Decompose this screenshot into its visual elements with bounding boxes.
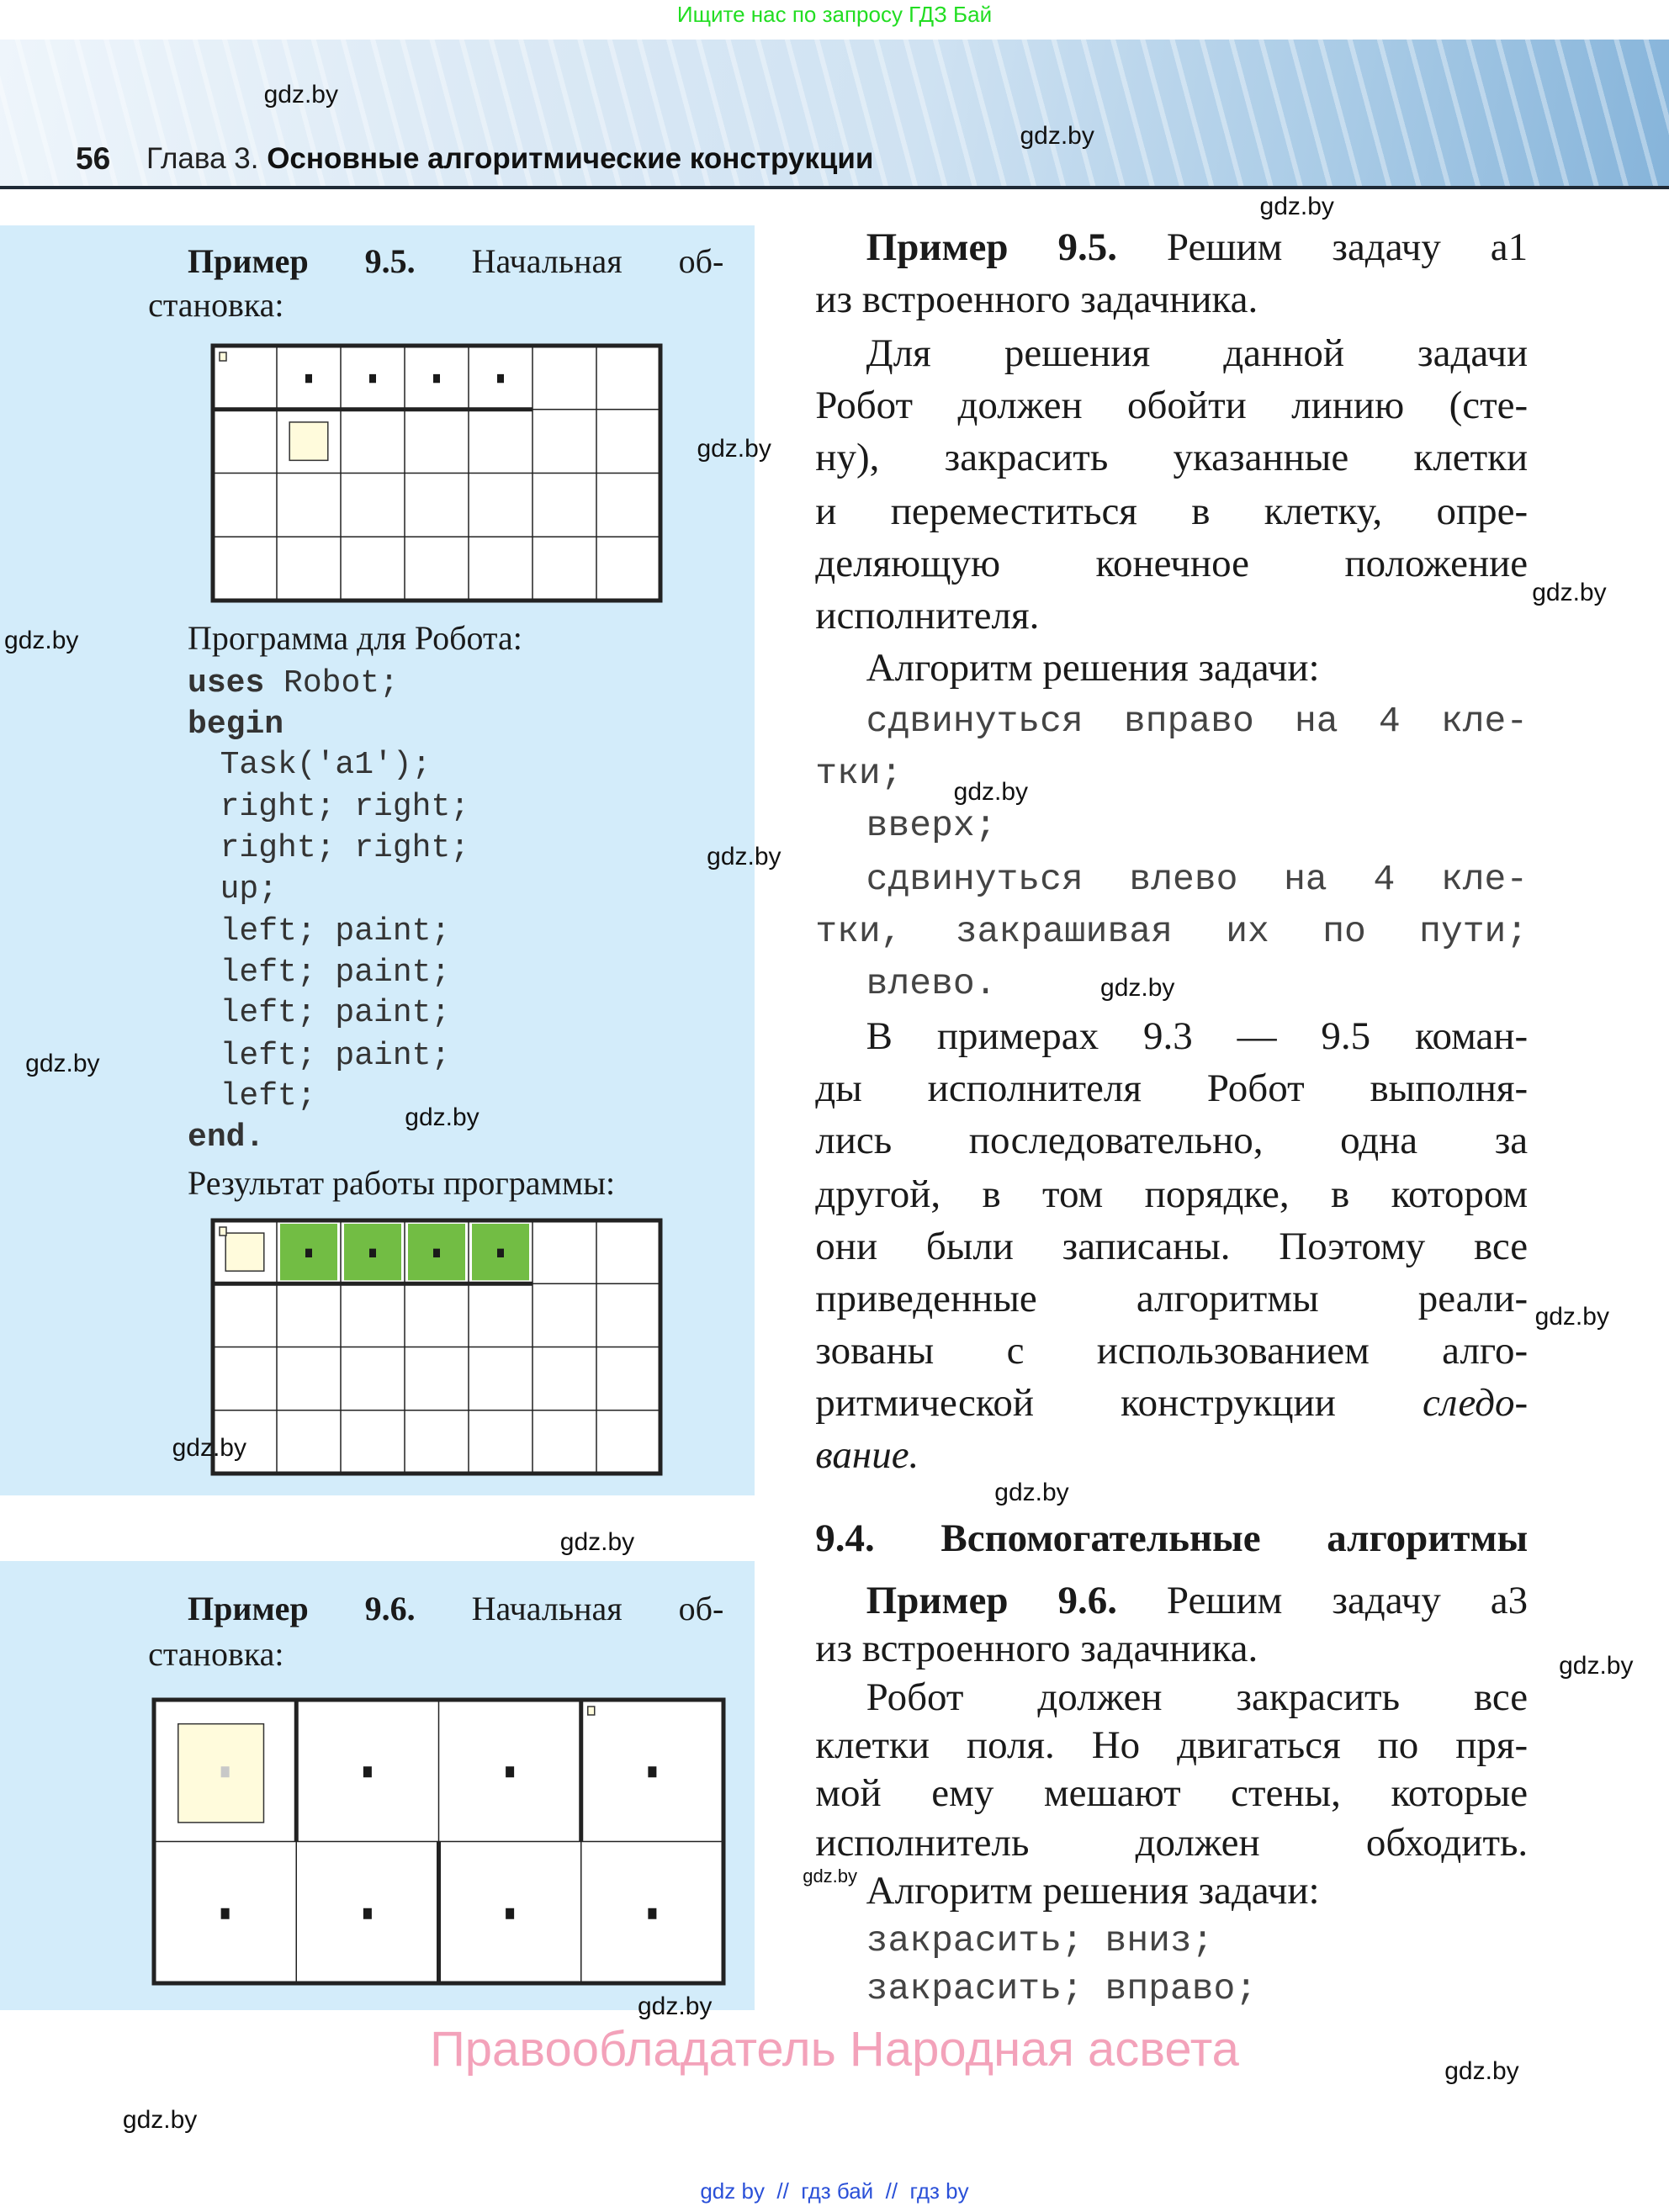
paragraph-line (815, 384, 1528, 427)
watermark: gdz.by (697, 435, 771, 463)
text-line (188, 242, 723, 281)
paragraph-line (815, 1066, 1528, 1110)
text: В примерах 9.3 — 9.5 коман- (866, 1013, 1529, 1058)
text: исполнителя. (815, 594, 1040, 638)
paragraph-line (815, 752, 902, 796)
bold-text: 9.4. Вспомогательные алгоритмы (815, 1516, 1529, 1560)
paragraph-line (866, 1014, 1529, 1058)
dot-marker (648, 1908, 656, 1919)
text: Для решения данной задачи (866, 331, 1529, 376)
paragraph-line (866, 804, 997, 848)
paragraph-line (866, 1967, 1257, 2011)
chapter-name: Основные алгоритмические конструкции (267, 142, 874, 175)
watermark: gdz.by (1559, 1652, 1634, 1680)
paragraph-line (815, 489, 1528, 533)
text: Task('a1'); (220, 747, 432, 784)
robot-icon (588, 1707, 595, 1715)
paragraph-line (866, 225, 1529, 269)
dot-marker (497, 1249, 504, 1257)
text: Решим задачу а1 (1116, 225, 1529, 270)
text: закрасить; вниз; (866, 1920, 1214, 1962)
watermark: gdz.by (1534, 1302, 1609, 1331)
text: Робот должен обойти линию (сте- (815, 384, 1529, 428)
paragraph-line (815, 1723, 1528, 1767)
target-cell-marker (225, 1233, 264, 1271)
text: Алгоритм решения задачи: (866, 646, 1320, 691)
bold-text: Пример 9.5. (866, 225, 1117, 270)
watermark: gdz.by (122, 2106, 198, 2135)
dot-marker (497, 374, 504, 383)
code-line (220, 788, 469, 827)
dot-marker (221, 1908, 230, 1919)
text: влево. (866, 962, 997, 1004)
text: закрасить; вправо; (866, 1968, 1258, 2010)
text: right; right; (220, 789, 470, 826)
dot-marker (369, 1249, 376, 1257)
paragraph-line (866, 1675, 1529, 1719)
text: up; (220, 871, 278, 908)
code-line (220, 829, 469, 868)
text: приведенные алгоритмы реали- (815, 1276, 1529, 1320)
dot-marker (305, 1249, 312, 1257)
text: left; paint; (220, 995, 451, 1032)
text: и переместиться в клетку, опре- (815, 489, 1529, 533)
target-cell-marker (289, 422, 328, 460)
text: тки, закрашивая их по пути; (815, 910, 1529, 952)
code-line (188, 1119, 264, 1157)
text: right; right; (220, 830, 470, 867)
text: другой, в том порядке, в котором (815, 1172, 1529, 1216)
initial-field-a3 (150, 1696, 728, 1987)
result-field-a1 (209, 1216, 665, 1478)
text: становка: (148, 286, 284, 325)
watermark: gdz.by (803, 1865, 858, 1887)
dot-marker (369, 374, 376, 383)
watermark: gdz.by (994, 1479, 1069, 1507)
bold-text: Пример 9.6. (188, 1589, 416, 1627)
bold-text: Пример 9.5. (188, 242, 416, 281)
dot-marker (433, 374, 440, 383)
program-title: Программа для Робота: (188, 619, 522, 658)
chapter-title (146, 141, 873, 177)
watermark: gdz.by (172, 1433, 246, 1462)
code-line (220, 1037, 451, 1076)
paragraph-line (866, 700, 1529, 744)
text-line (188, 1590, 723, 1628)
paragraph-line (866, 646, 1320, 690)
dot-marker (363, 1908, 372, 1919)
text: тки; (815, 752, 903, 794)
robot-icon (220, 352, 226, 361)
italic-text: следо- (1423, 1380, 1529, 1425)
paragraph-line (815, 1225, 1528, 1268)
paragraph-line (866, 858, 1529, 902)
code-line (220, 1077, 316, 1116)
dot-marker (506, 1766, 514, 1777)
header-divider (0, 186, 1669, 189)
text: left; (220, 1078, 316, 1115)
search-hint-banner: Ищите нас по запросу ГДЗ Бай (676, 2, 993, 27)
paragraph-line (815, 1119, 1528, 1162)
chapter-prefix: Глава 3. (146, 142, 268, 175)
code-line (188, 664, 399, 703)
bold-text: Пример 9.6. (866, 1578, 1117, 1622)
result-title: Результат работы программы: (188, 1163, 616, 1202)
text: Алгоритм решения задачи: (866, 1869, 1320, 1913)
code-line (188, 706, 283, 744)
text: становка: (148, 1634, 284, 1673)
paragraph-line (815, 1627, 1258, 1670)
paragraph-line (815, 1172, 1528, 1216)
watermark: gdz.by (1259, 192, 1334, 220)
italic-text: вание. (815, 1432, 919, 1477)
watermark: gdz.by (263, 81, 338, 109)
watermark: gdz.by (953, 777, 1029, 806)
watermark: gdz.by (1100, 973, 1175, 1002)
paragraph-line (815, 1516, 1528, 1560)
watermark: gdz.by (1444, 2056, 1519, 2085)
bold-text: end. (188, 1119, 265, 1156)
text-line (148, 1635, 283, 1674)
dot-marker (648, 1766, 656, 1777)
text: лись последовательно, одна за (815, 1118, 1529, 1162)
footer-links[interactable]: gdz by // гдз бай // гдз by (700, 2178, 969, 2204)
bold-text: uses (188, 664, 265, 701)
paragraph-line (815, 1329, 1528, 1373)
dot-marker (433, 1249, 440, 1257)
paragraph-line (815, 594, 1039, 638)
paragraph-line (815, 1381, 1528, 1425)
paragraph-line (866, 331, 1529, 375)
text: Начальная об- (415, 1589, 724, 1627)
text: ды исполнителя Робот выполня- (815, 1066, 1529, 1110)
paragraph-line (866, 1869, 1320, 1913)
text: из встроенного задачника. (815, 1626, 1258, 1670)
paragraph-line (815, 1821, 1528, 1865)
text: они были записаны. Поэтому все (815, 1224, 1529, 1268)
dot-marker (221, 1766, 230, 1777)
code-line (220, 954, 451, 992)
paragraph-line (866, 1579, 1529, 1622)
text: клетки поля. Но двигаться по пря- (815, 1723, 1529, 1768)
dot-marker (506, 1908, 514, 1919)
text: ритмической конструкции (815, 1380, 1423, 1425)
code-line (220, 871, 278, 909)
code-line (220, 746, 432, 785)
watermark: gdz.by (559, 1527, 635, 1556)
text: left; paint; (220, 1037, 451, 1074)
text: исполнитель должен обходить. (815, 1821, 1529, 1865)
text: Robot; (264, 664, 399, 701)
paragraph-line (815, 1277, 1528, 1320)
text: Решим задачу а3 (1116, 1578, 1529, 1622)
text-line (148, 286, 283, 325)
text: left; paint; (220, 954, 451, 991)
watermark: gdz.by (4, 627, 79, 655)
text: сдвинуться вправо на 4 кле- (866, 700, 1529, 742)
text: из встроенного задачника. (815, 278, 1258, 322)
text: ну), закрасить указанные клетки (815, 436, 1529, 480)
robot-icon (220, 1227, 226, 1236)
paragraph-line (815, 910, 1528, 954)
paragraph-line (866, 962, 997, 1006)
text: мой ему мешают стены, которые (815, 1771, 1529, 1816)
initial-field-a1 (209, 341, 665, 605)
page-number: 56 (76, 141, 111, 176)
watermark: gdz.by (1532, 579, 1607, 607)
paragraph-line (815, 542, 1528, 585)
text: Робот должен закрасить все (866, 1675, 1529, 1720)
watermark: gdz.by (405, 1103, 480, 1132)
code-line (220, 913, 451, 951)
watermark: gdz.by (25, 1050, 100, 1078)
code-line (220, 994, 451, 1033)
paragraph-line (815, 1771, 1528, 1815)
bold-text: begin (188, 706, 284, 743)
watermark: gdz.by (638, 1992, 713, 2020)
text: left; paint; (220, 913, 451, 950)
watermark: gdz.by (707, 842, 782, 871)
copyright-notice: Правообладатель Народная асвета (430, 2022, 1239, 2077)
text: вверх; (866, 804, 997, 846)
watermark: gdz.by (1020, 121, 1094, 150)
dot-marker (363, 1766, 372, 1777)
dot-marker (305, 374, 312, 383)
text: зованы с использованием алго- (815, 1328, 1529, 1373)
paragraph-line (815, 1433, 919, 1477)
text: сдвинуться влево на 4 кле- (866, 858, 1529, 900)
paragraph-line (815, 436, 1528, 479)
paragraph-line (815, 278, 1258, 321)
text: деляющую конечное положение (815, 541, 1529, 585)
paragraph-line (866, 1919, 1214, 1963)
text: Начальная об- (415, 242, 724, 281)
